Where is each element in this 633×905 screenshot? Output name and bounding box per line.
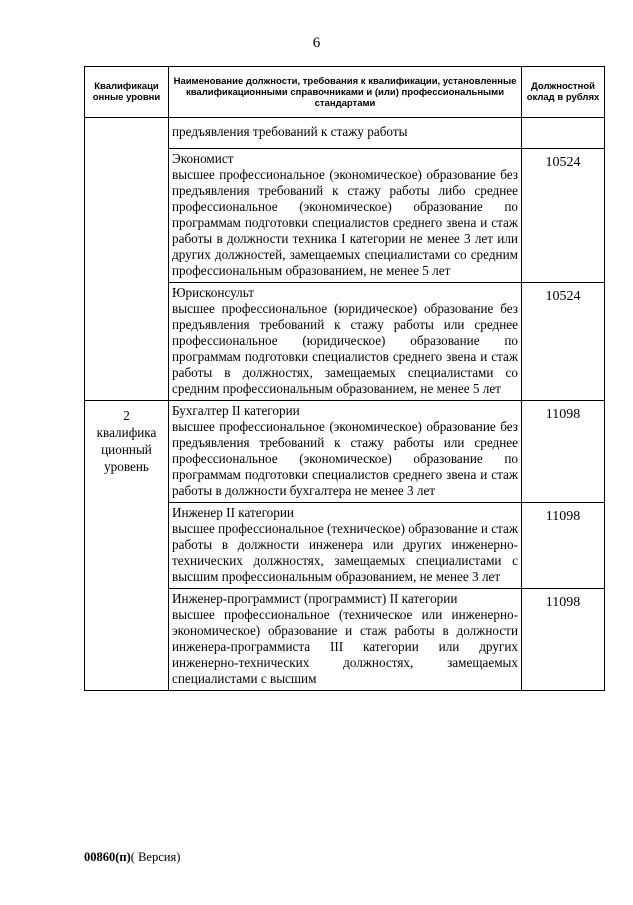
salary-value: 11098 <box>522 503 605 589</box>
position-cell-accountant <box>169 401 522 503</box>
level-label-line: уровень <box>104 459 149 474</box>
position-cell-legal-counsel <box>169 283 522 401</box>
document-version: ( Версия) <box>130 850 181 864</box>
header-qualification-levels: Квалификаци онные уровни <box>85 67 169 118</box>
salary-value: 10524 <box>522 149 605 283</box>
position-requirements: высшее профессиональное (юридическое) образование без предъявления требований к стажу работы или среднее профессиональное (юридическое) образование по программам подготовки специалистов среднего звена и стаж работы в должностях, замещаемых специалистами со средним профессиональным образованием, не менее 5 лет <box>172 301 518 396</box>
header-salary: Должностной оклад в рублях <box>522 67 605 118</box>
table-header-row <box>85 67 605 118</box>
document-footer <box>84 850 180 865</box>
position-title: Инженер II категории <box>172 505 294 520</box>
continuation-text: предъявления требований к стажу работы <box>169 118 522 149</box>
level-cell-1-continued <box>85 118 169 401</box>
position-requirements: высшее профессиональное (экономическое) образование без предъявления требований к стажу работы либо среднее профессиональное (экономическое) образование по программам подготовки специалистов среднего звена и стаж работы в должности техника I категории не менее 3 лет или других должностей, замещаемых специалистами со средним профессиональным образованием, не менее 5 лет <box>172 167 518 278</box>
position-requirements: высшее профессиональное (техническое) образование и стаж работы в должности инженера или других инженерно-технических должностях, замещаемых специалистами с высшим профессиональным образованием, не менее 3 лет <box>172 521 518 584</box>
position-requirements: высшее профессиональное (техническое или инженерно-экономическое) образование и стаж работы в должности инженера-программиста III категории или других инженерно-технических должностях, замещаемых специалистами с высшим <box>172 607 518 686</box>
page-number: 6 <box>312 35 321 51</box>
salary-cell-empty <box>522 118 605 149</box>
level-cell-2 <box>85 401 169 691</box>
qualification-table <box>84 66 605 691</box>
salary-value: 11098 <box>522 589 605 691</box>
position-cell-economist <box>169 149 522 283</box>
position-title: Бухгалтер II категории <box>172 403 300 418</box>
position-title: Юрисконсульт <box>172 285 254 300</box>
salary-value: 11098 <box>522 401 605 503</box>
position-title: Инженер-программист (программист) II категории <box>172 591 458 606</box>
table-row <box>85 401 605 503</box>
header-position-requirements: Наименование должности, требования к квалификации, установленные квалификационными справочниками и (или) профессиональными стандартами <box>169 67 522 118</box>
level-number: 2 <box>123 408 130 423</box>
table-row-continuation <box>85 118 605 149</box>
position-requirements: высшее профессиональное (экономическое) образование без предъявления требований к стажу работы или среднее профессиональное (экономическое) образование по программам подготовки специалистов среднего звена и стаж работы в должности бухгалтера не менее 3 лет <box>172 419 518 498</box>
document-code: 00860(п) <box>84 850 131 864</box>
level-label-line: квалифика <box>96 425 157 440</box>
position-cell-engineer <box>169 503 522 589</box>
position-title: Экономист <box>172 151 234 166</box>
salary-value: 10524 <box>522 283 605 401</box>
position-cell-programmer <box>169 589 522 691</box>
level-label-line: ционный <box>101 442 152 457</box>
